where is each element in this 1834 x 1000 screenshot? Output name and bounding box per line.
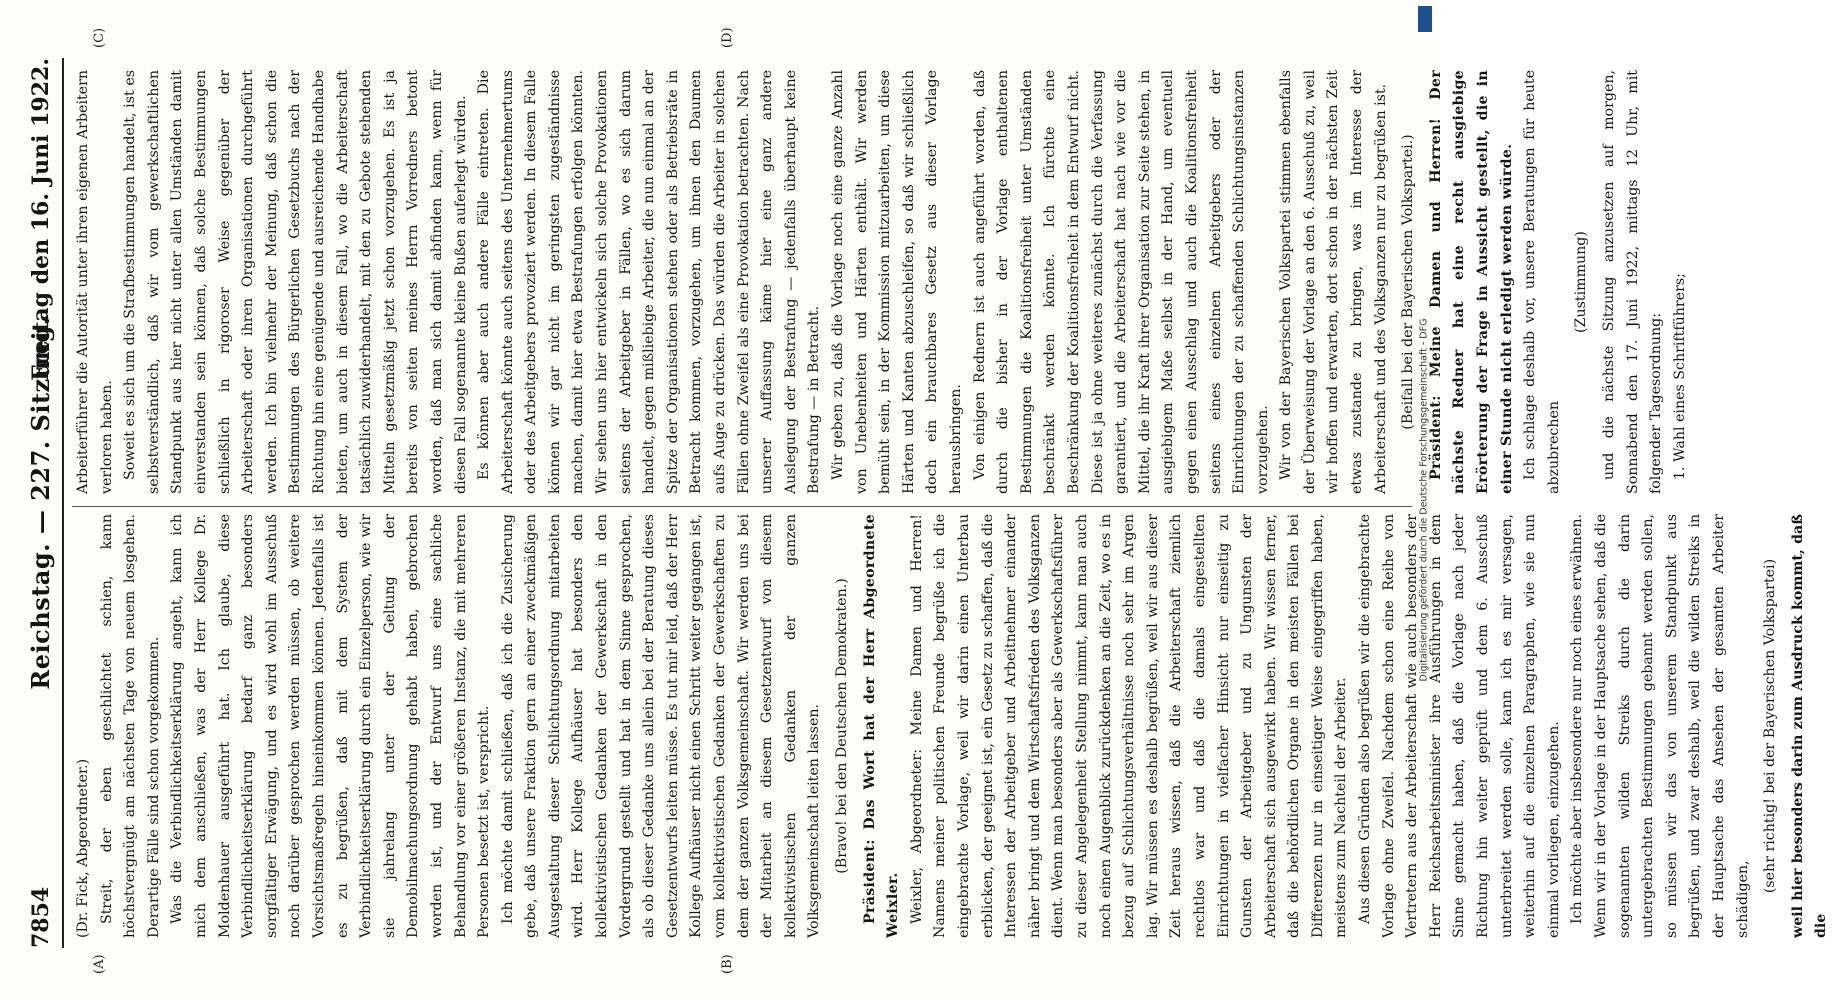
digitization-credit [1416, 10, 1432, 990]
speaker-continuation-label: (Dr. Fick, Abgeordneter.) [75, 758, 91, 938]
paragraph: Von einigen Rednern ist auch angeführt worden, daß durch die bisher in der Vorlage enthaltenen Bestimmungen die Koalitionsfreiheit unter Umständen beschränkt werden könnte. Ich fürchte eine Beschränkung der Koalitionsfreiheit in dem Entwurf nicht. Diese ist ja ohne weiteres zunächst durch die Verfassung garantiert, und die Arbeiterschaft hat nach wie vor die Mittel, die ihr Kraft ihrer Organisation zur Seite stehen, in ausgiebigem Maße selbst in der Hand, um eventuell gegen einen Ausschlag und auch die Koalitionsfreiheit seitens eines einzelnen Arbeitgebers oder der Einrichtungen der zu schaffenden Schlichtungsinstanzen vorzugehen. [971, 70, 1271, 494]
paragraph: Wir geben zu, daß die Vorlage noch eine ganze Anzahl von Unebenheiten und Härten enthält. Wir werden bemüht sein, in der Kommission mitzuarbeiten, um diese Härten und Kanten abzuschleifen, so daß wir schließlich doch ein brauchbares Gesetz aus dieser Vorlage herausbringen. [830, 70, 964, 494]
paragraph: weil hier besonders darin zum Ausdruck kommt, daß die [1789, 514, 1830, 938]
paragraph: Ich möchte aber insbesondere nur noch eines erwähnen. Wenn wir in der Vorlage in der Hauptsache sehen, daß die sogenannten wilden Streiks durch die darin untergebrachten Bestimmungen gebannt werden sollen, so müssen wir das von unserem Standpunkt aus begrüßen, und zwar deshalb, weil die wilden Streiks in der Hauptsache das Ansehen der gesamten Arbeiter schädigen, [1569, 514, 1751, 938]
paragraph: Aus diesen Gründen also begrüßen wir die eingebrachte Vorlage ohne Zweifel. Nachdem schon eine Reihe von Vertretern aus der Arbeiterschaft wie auch besonders der Herr Reichsarbeitsminister ihre Ausführungen in dem Sinne gemacht haben, daß die Vorlage nach jeder Richtung hin weiter geprüft und dem 6. Ausschuß unterbreitet werden solle, kann ich es mir versagen, weiterhin auf die einzelnen Paragraphen, wie sie nun einmal vorliegen, einzugehen. [1357, 514, 1562, 938]
paragraph: Ich schlage deshalb vor, unsere Beratungen für heute abzubrechen [1522, 70, 1562, 494]
paragraph: Weixler, Abgeordneter: Meine Damen und Herren! Namens meiner politischen Freunde begrüße ich die eingebrachte Vorlage, weil wir darin einen Unterbau erblicken, der geeignet ist, ein Gesetz zu schaffen, daß die Interessen der Arbeitgeber und Arbeitnehmer einander näher bringt und dem Wirtschaftsfrieden des Volksganzen dient. Wenn man besonders aber als Gewerkschaftsführer zu dieser Angelegenheit Stellung nimmt, kann man auch noch einen Augenblick zurückdenken an die Zeit, wo es in bezug auf Schlichtungsverhältnisse noch sehr im Argen lag. Wir müssen es deshalb begrüßen, weil wir aus dieser Zeit heraus wissen, daß die Arbeiterschaft ziemlich rechtlos war und daß die damals eingestellten Einrichtungen in vielfacher Hinsicht nur einseitig zu Gunsten der Arbeitgeber und zu Ungunsten der Arbeiterschaft sich ausgewirkt haben. Wir wissen ferner, daß die behördlichen Organe in den meisten Fällen bei Differenzen nur in einseitiger Weise eingegriffen haben, meistens zum Nachteil der Arbeiter. [908, 514, 1350, 938]
paragraph: Es können aber auch andere Fälle eintreten. Die Arbeiterschaft könnte auch seitens des Unternehmertums oder des Arbeitgebers provoziert werden. In diesem Falle können wir gar nicht im geringsten zugeständnisse machen, damit hier etwa Bestrafungen erfolgen könnten. Wir sehen uns hier entwickeln sich solche Provokationen seitens der Arbeitgeber in Fällen, wo es sich darum handelt, gegen mißliebige Arbeiter, die nun einmal an der Spitze der Organisationen stehen oder als Betriebsräte in Betracht kommen, vorzugehen, um ihnen den Daumen aufs Auge zu drücken. Das würden die Arbeiter in solchen Fällen ohne Zweifel als eine Provokation betrachten. Nach unserer Auffassung käme hier eine ganz andere Auslegung der Bestrafung — jedenfalls überhaupt keine Bestrafung — in Betracht. [476, 70, 823, 494]
margin-mark-d: (D) [720, 27, 735, 48]
paragraph: Soweit es sich um die Strafbestimmungen handelt, ist es selbstverständlich, daß wir vom gewerkschaftlichen Standpunkt aus hier nicht unter allen Umständen damit einverstanden sein können, daß solche Bestimmungen schließlich in rigoroser Weise gegenüber der Arbeiterschaft oder ihren Organisationen durchgeführt werden. Ich bin vielmehr der Meinung, daß schon die Bestimmungen des Bürgerlichen Gesetzbuchs nach der Richtung hin eine genügende und ausreichende Handhabe bieten, um auch in diesem Fall, wo die Arbeiterschaft tatsächlich zuwiderhandelt, mit den zu Gebote stehenden Mitteln gesetzmäßig jetzt schon vorzugehen. Es ist ja bereits von seiten meines Herrn Vorredners betont worden, daß man sich damit abfinden kann, wenn für diesen Fall sogenannte kleine Bußen auferlegt würden. [122, 70, 469, 494]
president-statement: Präsident: Das Wort hat der Herr Abgeordnete Weixler. [861, 514, 902, 938]
credit-text: Digitalisierung gefördert durch die Deutsche Forschungsgemeinschaft - DFG [1418, 318, 1430, 682]
paragraph: Arbeiterführer die Autorität unter ihren eigenen Arbeitern verloren haben. [75, 70, 115, 494]
applause-note: (Beifall bei der Bayerischen Volkspartei.) [1400, 134, 1417, 430]
margin-mark-c: (C) [92, 27, 107, 48]
text-column-left [72, 514, 1830, 938]
paragraph: Was die Verbindlichkeitserklärung angeht, kann ich mich dem anschließen, was der Herr Kollege Dr. Moldenhauer ausgeführt hat. Ich glaube, diese Verbindlichkeitserklärung bedarf ganz besonders sorgfältiger Erwägung, und es wird wohl im Ausschuß noch darüber gesprochen werden müssen, ob weitere Vorsichtsmaßregeln hineinkommen können. Jedenfalls ist es zu begrüßen, daß mit dem System der Verbindlichkeitserklärung durch ein Einzelperson, wie wir sie jahrelang unter der Geltung der Demobilmachungsordnung gehabt haben, gebrochen worden ist, und der Entwurf uns eine sachliche Behandlung vor einer größeren Instanz, die mit mehreren Personen besetzt ist, verspricht. [169, 514, 493, 938]
applause-note: (Bravo! bei den Deutschen Demokraten.) [834, 578, 850, 874]
session-title: Reichstag. — 227. Sitzung. [26, 316, 55, 690]
paragraph: und die nächste Sitzung anzusetzen auf morgen, Sonnabend den 17. Juni 1922, mittags 12 Uhr, mit folgender Tagesordnung: [1601, 70, 1665, 494]
margin-mark-b: (B) [720, 954, 735, 974]
interjection-note: (Zustimmung) [1573, 231, 1590, 333]
page-number: 7854 [28, 886, 54, 948]
paragraph: Wir von der Bayerischen Volkspartei stimmen ebenfalls der Überweisung der Vorlage an den 6. Ausschuß zu, weil wir hoffen und erwarten, dort schon in der nächsten Zeit etwas zustande zu bringen, was im Interesse der Arbeiterschaft und des Volksganzen nur zu begrüßen ist. [1278, 70, 1389, 494]
president-statement: Präsident: Meine Damen und Herren! Der nächste Redner hat eine recht ausgiebige Erörterung der Frage in Aussicht gestellt, die in einer Stunde nicht erledigt werden würde. [1427, 70, 1515, 494]
session-date: Freitag den 16. Juni 1922. [28, 58, 54, 381]
paragraph: Streit, der eben geschlichtet schien, kann höchstvergnügt am nächsten Tage von neuem losgehen. Derartige Fälle sind schon vorgekommen. [98, 514, 162, 938]
agenda-item: 1. Wahl eines Schriftführers; [1671, 273, 1688, 480]
paragraph: Ich möchte damit schließen, daß ich die Zusicherung gebe, daß unsere Fraktion gern an einer zweckmäßigen Ausgestaltung dieser Schlichtungsordnung mitarbeiten wird. Herr Kollege Aufhäuser hat besonders den kollektivistischen Gedanken der Gewerkschaft in den Vordergrund gestellt und hat in dem Sinne gesprochen, als ob dieser Gedanke uns allein bei der Beratung dieses Gesetzentwurfs leiten müsse. Es tut mir leid, daß der Herr Kollege Aufhäuser nicht einen Schritt weiter gegangen ist, vom kollektivistischen Gedanken der Gewerkschaften zu dem der ganzen Volksgemeinschaft. Wir werden uns bei der Mitarbeit an diesem Gesetzentwurf von diesem kollektivistischen Gedanken der ganzen Volksgemeinschaft leiten lassen. [499, 514, 823, 938]
margin-mark-a: (A) [92, 954, 107, 974]
column-rule [72, 506, 1412, 507]
page-header [22, 58, 64, 948]
text-column-right [72, 70, 1688, 494]
interjection-note: (sehr richtig! bei der Bayerischen Volkspartei) [1762, 558, 1779, 894]
